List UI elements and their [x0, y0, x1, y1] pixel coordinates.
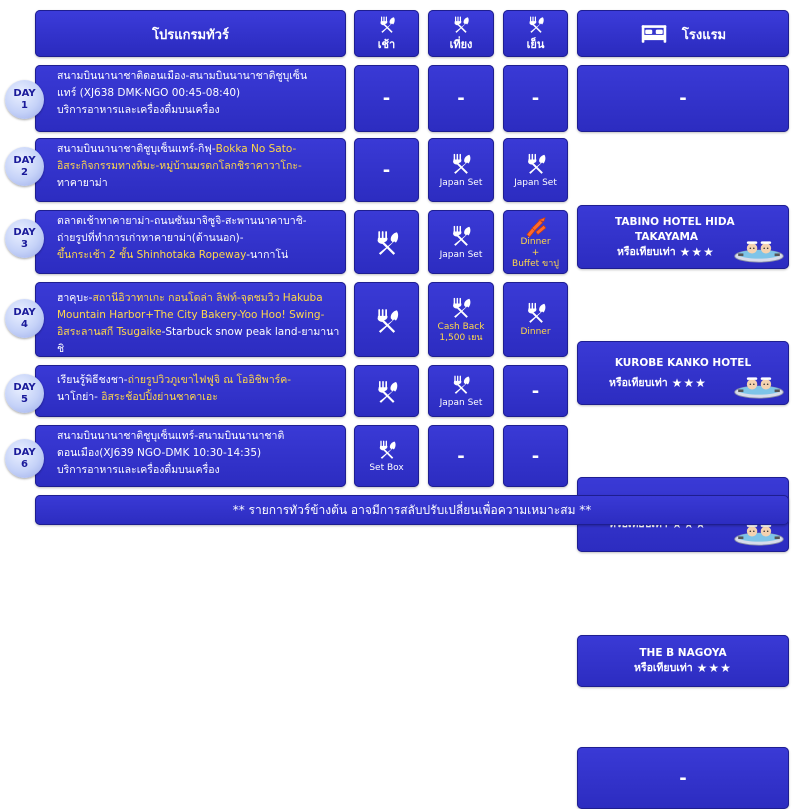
day-5-hotel [577, 635, 789, 687]
fork-knife-icon [374, 229, 400, 255]
day-badge-label: DAY [13, 446, 36, 458]
day-2-lunch [428, 138, 494, 202]
program-text: นาโกย่า- [57, 391, 102, 403]
day-5-lunch [428, 365, 494, 417]
meal-value: Japan Set [514, 177, 557, 188]
program-line [57, 290, 340, 307]
program-line [57, 389, 340, 406]
program-line [57, 247, 340, 264]
day-6-lunch [428, 425, 494, 487]
meal-value: 1,500 เยน [439, 332, 483, 343]
day-badge-number: 2 [21, 166, 28, 178]
program-line: ถ่ายรูปที่ทำการเก่าทาคายาม่า(ด้านนอก)- [57, 232, 244, 244]
day-badge-label: DAY [13, 381, 36, 393]
header-breakfast [354, 10, 419, 57]
fork-knife-icon [378, 15, 396, 33]
meal-value: - [531, 380, 540, 402]
day-6-hotel [577, 747, 789, 809]
hotel-rating-text: หรือเทียบเท่า [634, 662, 693, 674]
day-2-badge [5, 147, 44, 186]
day-3-lunch [428, 210, 494, 274]
day-badge-label: DAY [13, 154, 36, 166]
header-breakfast-label: เช้า [377, 37, 396, 51]
fork-knife-icon [374, 307, 400, 333]
program-line: ตลาดเช้าทาคายาม่า-ถนนซันมาจิซูจิ-สะพานนาคาบาชิ- [57, 215, 307, 227]
day-4-lunch [428, 282, 494, 357]
onsen-bath-icon [733, 235, 785, 265]
program-text: เรียนรู้พิธีชงชา- [57, 374, 128, 386]
meal-value: - [531, 445, 540, 467]
meal-value: Dinner [520, 327, 551, 337]
day-3-badge [5, 219, 44, 258]
day-4-dinner [503, 282, 568, 357]
day-5-breakfast [354, 365, 419, 417]
meal-value: - [457, 88, 465, 109]
program-line: สนามบินนานาชาติดอนเมือง-สนามบินนานาชาติชูบุเซ็น [57, 70, 308, 82]
program-highlight: ขึ้นกระเช้า 2 ชั้น Shinhotaka Ropeway [57, 249, 247, 261]
program-text: ฮาคุบะ- [57, 292, 93, 304]
hotel-rating-text: หรือเทียบเท่า [617, 245, 676, 258]
star-rating: ★★★ [671, 375, 707, 390]
footer-text: ** รายการทัวร์ข้างต้น อาจมีการสลับปรับเปลี่ยนเพื่อความเหมาะสม ** [232, 502, 592, 517]
meal-value: Japan Set [439, 397, 483, 408]
day-4-badge [5, 299, 44, 338]
day-6-dinner [503, 425, 568, 487]
fork-knife-icon [452, 15, 470, 33]
header-dinner [503, 10, 568, 57]
fork-knife-icon [450, 152, 472, 174]
hotel-rating [609, 376, 707, 391]
header-program [35, 10, 346, 57]
day-1-hotel [577, 65, 789, 132]
meal-value: Dinner [520, 236, 551, 247]
program-line [57, 141, 340, 158]
header-dinner-label: เย็น [526, 37, 545, 51]
day-5-dinner [503, 365, 568, 417]
program-line: ทาคายาม่า [57, 177, 108, 189]
meal-value: - [457, 445, 465, 467]
program-line: แทร์ (XJ638 DMK-NGO 00:45-08:40) [57, 87, 241, 99]
day-badge-number: 3 [21, 238, 28, 250]
star-rating: ★★★ [696, 661, 732, 675]
hotel-name: TAKAYAMA [635, 230, 699, 243]
day-4-program [35, 282, 346, 357]
hotel-rating [634, 661, 732, 676]
program-text: -นากาโน่ [246, 249, 289, 261]
day-2-breakfast [354, 138, 419, 202]
fork-knife-icon [451, 374, 471, 394]
header-hotel [577, 10, 789, 57]
hotel-rating-text: หรือเทียบเท่า [609, 376, 668, 389]
hotel-name: - [679, 767, 687, 789]
meal-value: Japan Set [439, 177, 483, 188]
program-line: บริการอาหารและเครื่องดื่มบนเครื่อง [57, 104, 220, 116]
fork-knife-icon [450, 224, 472, 246]
day-1-dinner [503, 65, 568, 132]
hotel-name: TABINO HOTEL HIDA [615, 215, 735, 228]
day-2-hotel [577, 205, 789, 269]
day-3-program [35, 210, 346, 274]
day-6-program [35, 425, 346, 487]
program-line: ดอนเมือง(XJ639 NGO-DMK 10:30-14:35) [57, 447, 262, 459]
program-line [57, 372, 340, 389]
day-1-breakfast [354, 65, 419, 132]
onsen-bath-icon [733, 371, 785, 401]
program-highlight: Bokka No Sato- [215, 143, 297, 155]
hotel-name: - [679, 88, 687, 109]
program-line [57, 324, 340, 358]
header-lunch [428, 10, 494, 57]
program-text: -Starbuck snow peak land-ยามานาชิ [57, 326, 340, 355]
day-badge-label: DAY [13, 226, 36, 238]
day-badge-number: 5 [21, 393, 28, 405]
day-3-dinner [503, 210, 568, 274]
header-program-label: โปรแกรมทัวร์ [152, 28, 229, 43]
day-badge-number: 6 [21, 458, 28, 470]
day-badge-number: 4 [21, 318, 28, 330]
meal-value: Buffet ขาปู [512, 258, 559, 269]
day-2-program [35, 138, 346, 202]
meal-value: - [382, 159, 391, 181]
meal-value: + [531, 247, 540, 258]
day-5-program [35, 365, 346, 417]
fork-knife-icon [375, 379, 399, 403]
day-6-breakfast [354, 425, 419, 487]
meal-value: - [382, 88, 391, 109]
star-rating: ★★★ [679, 244, 715, 259]
footer-note [35, 495, 789, 525]
header-hotel-label: โรงแรม [681, 28, 727, 43]
fork-knife-icon [527, 15, 545, 33]
day-6-badge [5, 439, 44, 478]
fork-knife-icon [450, 296, 472, 318]
day-1-lunch [428, 65, 494, 132]
bed-icon [640, 23, 668, 45]
meal-value: - [531, 88, 540, 109]
program-highlight: สถานีอิวาทาเกะ กอนโดล่า ลิฟท์-จุดชมวิว Hakuba [92, 292, 323, 304]
program-line: สนามบินนานาชาติชูบุเซ็นแทร์-สนามบินนานาชาติ [57, 430, 285, 442]
day-badge-label: DAY [13, 87, 36, 99]
fork-knife-icon [525, 152, 547, 174]
day-5-badge [5, 374, 44, 413]
day-3-breakfast [354, 210, 419, 274]
program-highlight: ถ่ายรูปวิวภูเขาไฟฟูจิ ณ โออิชิพาร์ค- [127, 374, 292, 386]
fork-knife-icon [377, 439, 397, 459]
program-highlight: อิสระกิจกรรมทางหิมะ-หมู่บ้านมรดกโลกชิราคาวาโกะ- [57, 160, 302, 172]
program-text: สนามบินนานาชาติชูบุเซ็นแทร์-กิฟุ- [57, 143, 216, 155]
hotel-rating [615, 245, 715, 260]
program-highlight: Mountain Harbor+The City Bakery-Yoo Hoo! Swing- [57, 309, 325, 321]
meal-value: Set Box [369, 462, 404, 473]
day-1-program [35, 65, 346, 132]
day-4-breakfast [354, 282, 419, 357]
day-1-badge [5, 80, 44, 119]
day-badge-label: DAY [13, 306, 36, 318]
header-lunch-label: เที่ยง [449, 37, 473, 51]
day-3-hotel [577, 341, 789, 405]
hotel-name: KUROBE KANKO HOTEL [614, 356, 752, 369]
program-line: บริการอาหารและเครื่องดื่มบนเครื่อง [57, 464, 220, 476]
program-highlight: อิสระลานสกี Tsugaike [57, 326, 162, 338]
hotel-name: THE B NAGOYA [639, 647, 727, 659]
program-highlight: อิสระช้อปปิ้งย่านซาคาเอะ [101, 391, 218, 403]
fork-knife-icon [525, 301, 547, 323]
meal-value: Cash Back [437, 321, 485, 332]
day-2-dinner [503, 138, 568, 202]
meal-value: Japan Set [439, 249, 483, 260]
day-badge-number: 1 [21, 99, 28, 111]
